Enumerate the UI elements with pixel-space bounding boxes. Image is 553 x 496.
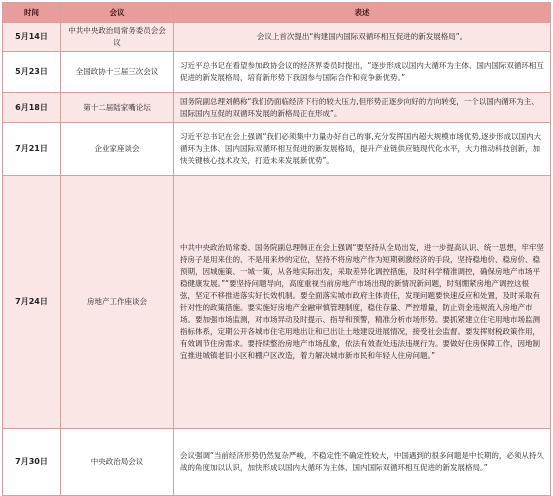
row-meeting: 第十二届陆家嘴论坛 bbox=[61, 93, 174, 123]
header-time: 时间 bbox=[3, 3, 61, 23]
row-meeting: 中央政治局会议 bbox=[61, 429, 174, 496]
row-meeting: 企业家座谈会 bbox=[61, 123, 174, 176]
table-header-row bbox=[3, 3, 551, 23]
row-date: 5月23日 bbox=[3, 52, 61, 93]
row-meeting: 中共中央政治局常务委员会会议 bbox=[61, 23, 174, 52]
row-statement: 会议强调“当前经济形势仍然复杂严峻，不稳定性不确定性较大，中国遇到的很多问题是中长期的，必须从持久战的角度加以认识，加快形成以国内大循环为主体、国内国际双循环相互促进的新发展格局。” bbox=[174, 429, 551, 496]
row-statement: 习近平总书记在会上强调“我们必须集中力量办好自己的事,充分发挥国内超大规模市场优势,逐步形成以国内大循环为主体、国内国际双循环相互促进的新发展格局，提升产业链供应链现代化水平，大力推动科技创新，加快关键核心技术攻关，打造未来发展新优势”。 bbox=[174, 123, 551, 176]
row-date: 7月24日 bbox=[3, 176, 61, 429]
row-date: 7月21日 bbox=[3, 123, 61, 176]
row-statement: 中共中央政治局常委、国务院副总理韩正在会上强调“要坚持从全局出发，进一步提高认识、统一思想，牢牢坚持房子是用来住的、不是用来炒的定位，坚持不将房地产作为短期刺激经济的手段，坚持稳地价、稳房价、稳预期，因城施策、一城一策，从各地实际出发，采取差异化调控措施，及时科学精准调控，确保房地产市场平稳健康发展。”“要坚持问题导向，高度重视当前房地产市场出现的新情况新问题，时刻绷紧房地产调控这根弦，坚定不移推进落实好长效机制。要全面落实城市政府主体责任，发现问题要快速反应和处置，及时采取有针对性的政策措施。要实施好房地产金融审慎管理制度，稳住存量、严控增量，防止资金违规流入房地产市场。要加强市场监测，对市场异动及时提示、指导和预警，精准分析市场形势。要抓紧建立住宅用地市场监测指标体系，定期公开各城市住宅用地出让和已出让土地建设进展情况，接受社会监督。要发挥财税政策作用，有效调节住房需求。要持续整治房地产市场乱象，依法有效查处违法违规行为。要做好住房保障工作，因地制宜推进城镇老旧小区和棚户区改造，着力解决城市新市民和年轻人住房问题。” bbox=[174, 176, 551, 429]
table-row bbox=[3, 93, 551, 123]
row-statement: 习近平总书记在看望参加政协会议的经济界委员时提出，“逐步形成以国内大循环为主体、国内国际双循环相互促进的新发展格局，培育新形势下我国参与国际合作和竞争新优势。” bbox=[174, 52, 551, 93]
row-date: 7月30日 bbox=[3, 429, 61, 496]
table-row bbox=[3, 23, 551, 52]
table-row bbox=[3, 176, 551, 429]
table-row bbox=[3, 52, 551, 93]
row-statement: 国务院副总理刘鹤称“我们仍面临经济下行的较大压力,但形势正逐步向好的方向转变，一个以国内循环为主、国际国内互促的双循环发展的新格局正在形成”。 bbox=[174, 93, 551, 123]
table-row bbox=[3, 429, 551, 496]
policy-timeline-table-wrapper bbox=[2, 2, 550, 494]
policy-timeline-table bbox=[2, 2, 551, 496]
header-meeting: 会议 bbox=[61, 3, 174, 23]
table-row bbox=[3, 123, 551, 176]
row-date: 6月18日 bbox=[3, 93, 61, 123]
row-meeting: 全国政协十三届三次会议 bbox=[61, 52, 174, 93]
row-meeting: 房地产工作座谈会 bbox=[61, 176, 174, 429]
row-date: 5月14日 bbox=[3, 23, 61, 52]
row-statement: 会议上首次提出“构建国内国际双循环相互促进的新发展格局”。 bbox=[174, 23, 551, 52]
header-statement: 表述 bbox=[174, 3, 551, 23]
